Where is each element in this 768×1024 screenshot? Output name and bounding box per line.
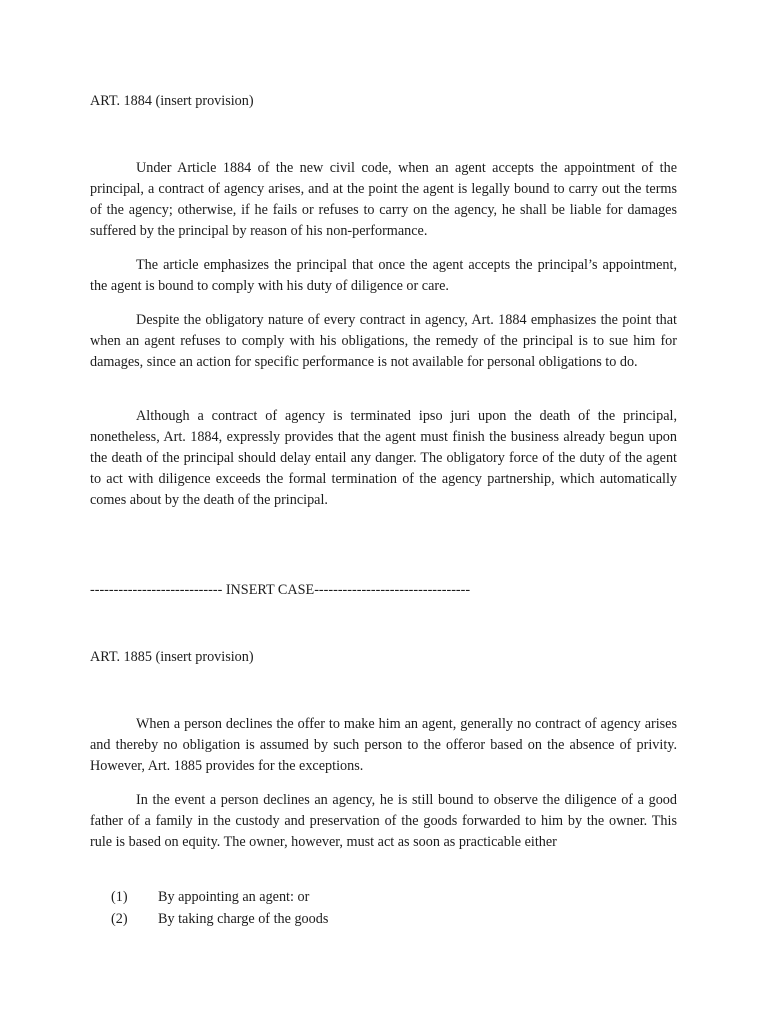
article-1885-heading: ART. 1885 (insert provision) — [90, 649, 254, 665]
article-1884-paragraph-2: The article emphasizes the principal that once the agent accepts the principal’s appointment, the agent is bound to comply with his duty of diligence or care. — [90, 257, 677, 294]
exceptions-list — [111, 886, 328, 930]
article-1884-paragraph-3: Despite the obligatory nature of every contract in agency, Art. 1884 emphasizes the point that when an agent refuses to comply with his obligations, the remedy of the principal is to sue him for damages, since an action for specific performance is not available for personal obligations to do. — [90, 312, 677, 370]
article-1885-paragraph-2: In the event a person declines an agency, he is still bound to observe the diligence of a good father of a family in the custody and preservation of the goods forwarded to him by the owner. This rule is based on equity. The owner, however, must act as soon as practicable either — [90, 792, 677, 850]
insert-case-divider: ---------------------------- INSERT CASE--------------------------------- — [90, 582, 471, 598]
list-item — [111, 886, 328, 908]
list-item-text: By appointing an agent: or — [158, 889, 310, 905]
article-1884-heading: ART. 1884 (insert provision) — [90, 93, 254, 109]
list-item-number: (1) — [111, 889, 128, 905]
list-item-text: By taking charge of the goods — [158, 911, 329, 927]
article-1884-paragraph-4: Although a contract of agency is terminated ipso juri upon the death of the principal, nonetheless, Art. 1884, expressly provides that the agent must finish the business already begun upon the death of the principal should delay entail any danger. The obligatory force of the duty of the agent to act with diligence exceeds the formal termination of the agency partnership, which automatically comes about by the death of the principal. — [90, 408, 677, 508]
article-1885-paragraph-1: When a person declines the offer to make him an agent, generally no contract of agency arises and thereby no obligation is assumed by such person to the offeror based on the absence of privity. However, Art. 1885 provides for the exceptions. — [90, 716, 677, 774]
article-1884-paragraph-1: Under Article 1884 of the new civil code, when an agent accepts the appointment of the principal, a contract of agency arises, and at the point the agent is legally bound to carry out the terms of the agency; otherwise, if he fails or refuses to carry on the agency, he shall be liable for damages suffered by the principal by reason of his non-performance. — [90, 160, 677, 239]
list-item-number: (2) — [111, 911, 128, 927]
list-item — [111, 908, 328, 930]
